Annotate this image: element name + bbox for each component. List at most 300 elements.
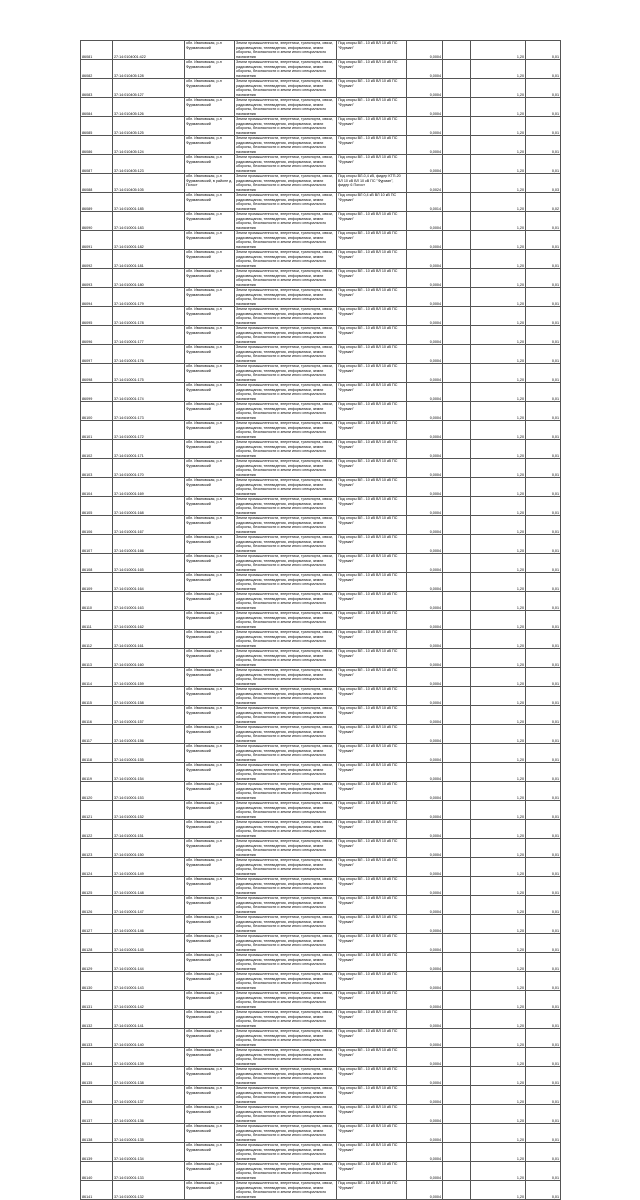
permitted-use-cell: Под опоры ВЛ - 10 кВ ВЛ 10 кВ ПС "Фурман" (337, 402, 407, 421)
land-category-cell: Земли промышленности, энергетики, транспорта, связи, радиовещания, телевидения, информатики, земли обороны, безопасности и земли иного специального назначения (235, 1086, 337, 1105)
land-category-cell: Земли промышленности, энергетики, транспорта, связи, радиовещания, телевидения, информатики, земли обороны, безопасности и земли иного специального назначения (235, 421, 337, 440)
location-cell: обл. Ивановская, р-н Фурмановский (185, 364, 235, 383)
cost-cell: 0,01 (526, 79, 561, 98)
area-cell: 0,0004 (407, 1124, 443, 1143)
cost-cell: 0,01 (526, 231, 561, 250)
table-row (81, 858, 561, 877)
table-row (81, 725, 561, 744)
extra-value-cell (443, 706, 471, 725)
cadastral-number-cell: 37:14:010001:168 (113, 497, 185, 516)
cost-cell: 0,01 (526, 573, 561, 592)
extra-value-cell (443, 839, 471, 858)
row-number-cell: 86113 (81, 649, 113, 668)
area-cell: 0,0004 (407, 79, 443, 98)
permitted-use-cell: Под опоры ВЛ - 10 кВ ВЛ 10 кВ ПС "Фурман" (337, 611, 407, 630)
land-category-cell: Земли промышленности, энергетики, транспорта, связи, радиовещания, телевидения, информатики, земли обороны, безопасности и земли иного специального назначения (235, 953, 337, 972)
row-number-cell: 86137 (81, 1105, 113, 1124)
location-cell: обл. Ивановская, р-н Фурмановский (185, 630, 235, 649)
location-cell: обл. Ивановская, р-н Фурмановский (185, 915, 235, 934)
permitted-use-cell: Под опоры ВЛ - 10 кВ ВЛ 10 кВ ПС "Фурман" (337, 725, 407, 744)
table-row (81, 934, 561, 953)
land-category-cell: Земли промышленности, энергетики, транспорта, связи, радиовещания, телевидения, информатики, земли обороны, безопасности и земли иного специального назначения (235, 1124, 337, 1143)
cost-cell: 0,01 (526, 820, 561, 839)
price-cell: 1,20 (471, 402, 526, 421)
area-cell: 0,0004 (407, 231, 443, 250)
cadastral-number-cell: 37:14:010001:141 (113, 1010, 185, 1029)
table-row (81, 231, 561, 250)
extra-value-cell (443, 763, 471, 782)
table-row (81, 1143, 561, 1162)
row-number-cell: 86087 (81, 155, 113, 174)
cost-cell: 0,01 (526, 1162, 561, 1181)
table-row (81, 478, 561, 497)
land-category-cell: Земли промышленности, энергетики, транспорта, связи, радиовещания, телевидения, информатики, земли обороны, безопасности и земли иного специального назначения (235, 763, 337, 782)
price-cell: 1,20 (471, 687, 526, 706)
cadastral-number-cell: 37:14:010001:146 (113, 915, 185, 934)
permitted-use-cell: Под опоры ВЛ - 10 кВ ВЛ 10 кВ ПС "Фурман" (337, 953, 407, 972)
cadastral-number-cell: 37:14:010001:178 (113, 307, 185, 326)
location-cell: обл. Ивановская, р-н Фурмановский (185, 611, 235, 630)
permitted-use-cell: Под опоры ВЛ - 10 кВ ВЛ 10 кВ ПС "Фурман" (337, 858, 407, 877)
extra-value-cell (443, 402, 471, 421)
cadastral-number-cell: 37:14:010001:143 (113, 972, 185, 991)
location-cell: обл. Ивановская, р-н Фурмановский, в районе д. Погост (185, 174, 235, 193)
cadastral-number-cell: 37:14:010001:142 (113, 991, 185, 1010)
area-cell: 0,0004 (407, 1010, 443, 1029)
row-number-cell: 86089 (81, 193, 113, 212)
area-cell: 0,0004 (407, 915, 443, 934)
land-category-cell: Земли промышленности, энергетики, транспорта, связи, радиовещания, телевидения, информатики, земли обороны, безопасности и земли иного специального назначения (235, 478, 337, 497)
land-category-cell: Земли промышленности, энергетики, транспорта, связи, радиовещания, телевидения, информатики, земли обороны, безопасности и земли иного специального назначения (235, 155, 337, 174)
land-category-cell: Земли промышленности, энергетики, транспорта, связи, радиовещания, телевидения, информатики, земли обороны, безопасности и земли иного специального назначения (235, 611, 337, 630)
land-category-cell: Земли промышленности, энергетики, транспорта, связи, радиовещания, телевидения, информатики, земли обороны, безопасности и земли иного специального назначения (235, 1067, 337, 1086)
price-cell: 1,20 (471, 1048, 526, 1067)
extra-value-cell (443, 573, 471, 592)
row-number-cell: 86127 (81, 915, 113, 934)
cost-cell: 0,01 (526, 668, 561, 687)
land-category-cell: Земли промышленности, энергетики, транспорта, связи, радиовещания, телевидения, информатики, земли обороны, безопасности и земли иного специального назначения (235, 307, 337, 326)
permitted-use-cell: Под опоры ВЛ - 10 кВ ВЛ 10 кВ ПС "Фурман" (337, 896, 407, 915)
row-number-cell: 86115 (81, 687, 113, 706)
table-row (81, 1162, 561, 1181)
cadastral-number-cell: 37:14:010001:163 (113, 592, 185, 611)
row-number-cell: 86105 (81, 497, 113, 516)
location-cell: обл. Ивановская, р-н Фурмановский (185, 288, 235, 307)
extra-value-cell (443, 478, 471, 497)
extra-value-cell (443, 611, 471, 630)
table-row (81, 839, 561, 858)
extra-value-cell (443, 174, 471, 193)
location-cell: обл. Ивановская, р-н Фурмановский (185, 41, 235, 60)
cost-cell: 0,01 (526, 763, 561, 782)
area-cell: 0,0004 (407, 725, 443, 744)
extra-value-cell (443, 41, 471, 60)
table-row (81, 136, 561, 155)
price-cell: 1,20 (471, 497, 526, 516)
cadastral-number-cell: 37:14:010001:136 (113, 1105, 185, 1124)
cadastral-number-cell: 37:14:010001:181 (113, 250, 185, 269)
cadastral-number-cell: 37:14:010405:127 (113, 79, 185, 98)
row-number-cell: 86135 (81, 1067, 113, 1086)
price-cell: 1,20 (471, 41, 526, 60)
permitted-use-cell: Под опоры ВЛ - 10 кВ ВЛ 10 кВ ПС "Фурман" (337, 307, 407, 326)
table-row (81, 1029, 561, 1048)
extra-value-cell (443, 934, 471, 953)
cadastral-number-cell: 37:14:010001:166 (113, 535, 185, 554)
cadastral-number-cell: 37:14:010001:137 (113, 1086, 185, 1105)
land-category-cell: Земли промышленности, энергетики, транспорта, связи, радиовещания, телевидения, информатики, земли обороны, безопасности и земли иного специального назначения (235, 687, 337, 706)
row-number-cell: 86118 (81, 744, 113, 763)
cadastral-number-cell: 37:14:010001:135 (113, 1124, 185, 1143)
area-cell: 0,0004 (407, 877, 443, 896)
area-cell: 0,0004 (407, 1162, 443, 1181)
row-number-cell: 86121 (81, 801, 113, 820)
cadastral-number-cell: 37:14:010405:123 (113, 155, 185, 174)
extra-value-cell (443, 440, 471, 459)
land-category-cell: Земли промышленности, энергетики, транспорта, связи, радиовещания, телевидения, информатики, земли обороны, безопасности и земли иного специального назначения (235, 839, 337, 858)
price-cell: 1,20 (471, 136, 526, 155)
land-category-cell: Земли промышленности, энергетики, транспорта, связи, радиовещания, телевидения, информатики, земли обороны, безопасности и земли иного специального назначения (235, 79, 337, 98)
table-row (81, 1048, 561, 1067)
land-category-cell: Земли промышленности, энергетики, транспорта, связи, радиовещания, телевидения, информатики, земли обороны, безопасности и земли иного специального назначения (235, 1010, 337, 1029)
location-cell: обл. Ивановская, р-н Фурмановский (185, 402, 235, 421)
land-category-cell: Земли промышленности, энергетики, транспорта, связи, радиовещания, телевидения, информатики, земли обороны, безопасности и земли иного специального назначения (235, 630, 337, 649)
location-cell: обл. Ивановская, р-н Фурмановский (185, 1181, 235, 1200)
land-category-cell: Земли промышленности, энергетики, транспорта, связи, радиовещания, телевидения, информатики, земли обороны, безопасности и земли иного специального назначения (235, 858, 337, 877)
permitted-use-cell: Под опоры ВЛ - 10 кВ ВЛ 10 кВ ПС "Фурман" (337, 345, 407, 364)
cost-cell: 0,01 (526, 1029, 561, 1048)
permitted-use-cell: Под опоры ВЛ - 10 кВ ВЛ 10 кВ ПС "Фурман" (337, 41, 407, 60)
price-cell: 1,20 (471, 706, 526, 725)
land-category-cell: Земли промышленности, энергетики, транспорта, связи, радиовещания, телевидения, информатики, земли обороны, безопасности и земли иного специального назначения (235, 250, 337, 269)
table-row (81, 896, 561, 915)
area-cell: 0,0004 (407, 820, 443, 839)
extra-value-cell (443, 782, 471, 801)
area-cell: 0,0004 (407, 421, 443, 440)
land-category-cell: Земли промышленности, энергетики, транспорта, связи, радиовещания, телевидения, информатики, земли обороны, безопасности и земли иного специального назначения (235, 877, 337, 896)
row-number-cell: 86103 (81, 459, 113, 478)
permitted-use-cell: Под опоры ВЛ - 10 кВ ВЛ 10 кВ ПС "Фурман" (337, 497, 407, 516)
location-cell: обл. Ивановская, р-н Фурмановский (185, 839, 235, 858)
cadastral-number-cell: 37:14:010001:182 (113, 231, 185, 250)
price-cell: 1,20 (471, 117, 526, 136)
area-cell: 0,0004 (407, 592, 443, 611)
location-cell: обл. Ивановская, р-н Фурмановский (185, 117, 235, 136)
row-number-cell: 86112 (81, 630, 113, 649)
extra-value-cell (443, 668, 471, 687)
land-category-cell: Земли промышленности, энергетики, транспорта, связи, радиовещания, телевидения, информатики, земли обороны, безопасности и земли иного специального назначения (235, 174, 337, 193)
extra-value-cell (443, 250, 471, 269)
cadastral-number-cell: 37:14:010001:139 (113, 1048, 185, 1067)
cadastral-number-cell: 37:14:010001:180 (113, 269, 185, 288)
cost-cell: 0,01 (526, 1086, 561, 1105)
location-cell: обл. Ивановская, р-н Фурмановский (185, 801, 235, 820)
row-number-cell: 86122 (81, 820, 113, 839)
permitted-use-cell: Под опоры ВЛ - 10 кВ ВЛ 10 кВ ПС "Фурман" (337, 79, 407, 98)
location-cell: обл. Ивановская, р-н Фурмановский (185, 60, 235, 79)
permitted-use-cell: Под опоры ВЛ-0,4 кВ, фидер КТП-20 ВЛ 10 кВ ВЛ 10 кВ ПС "Фурман", фидер 6 Погост (337, 174, 407, 193)
area-cell: 0,0004 (407, 535, 443, 554)
location-cell: обл. Ивановская, р-н Фурмановский (185, 782, 235, 801)
land-category-cell: Земли промышленности, энергетики, транспорта, связи, радиовещания, телевидения, информатики, земли обороны, безопасности и земли иного специального назначения (235, 269, 337, 288)
row-number-cell: 86098 (81, 364, 113, 383)
extra-value-cell (443, 630, 471, 649)
extra-value-cell (443, 497, 471, 516)
table-row (81, 497, 561, 516)
location-cell: обл. Ивановская, р-н Фурмановский (185, 383, 235, 402)
table-row (81, 250, 561, 269)
land-category-cell: Земли промышленности, энергетики, транспорта, связи, радиовещания, телевидения, информатики, земли обороны, безопасности и земли иного специального назначения (235, 535, 337, 554)
extra-value-cell (443, 212, 471, 231)
area-cell: 0,0004 (407, 934, 443, 953)
location-cell: обл. Ивановская, р-н Фурмановский (185, 1143, 235, 1162)
extra-value-cell (443, 725, 471, 744)
cost-cell: 0,01 (526, 345, 561, 364)
cadastral-number-cell: 37:14:010001:164 (113, 573, 185, 592)
land-category-cell: Земли промышленности, энергетики, транспорта, связи, радиовещания, телевидения, информатики, земли обороны, безопасности и земли иного специального назначения (235, 896, 337, 915)
extra-value-cell (443, 364, 471, 383)
price-cell: 1,20 (471, 1143, 526, 1162)
permitted-use-cell: Под опоры ВЛ - 10 кВ ВЛ 10 кВ ПС "Фурман" (337, 1124, 407, 1143)
area-cell: 0,0004 (407, 250, 443, 269)
cadastral-number-cell: 37:14:010001:159 (113, 668, 185, 687)
extra-value-cell (443, 687, 471, 706)
area-cell: 0,0004 (407, 345, 443, 364)
row-number-cell: 86099 (81, 383, 113, 402)
extra-value-cell (443, 231, 471, 250)
area-cell: 0,0004 (407, 744, 443, 763)
extra-value-cell (443, 307, 471, 326)
extra-value-cell (443, 79, 471, 98)
table-row (81, 972, 561, 991)
area-cell: 0,0004 (407, 136, 443, 155)
land-category-cell: Земли промышленности, энергетики, транспорта, связи, радиовещания, телевидения, информатики, земли обороны, безопасности и земли иного специального назначения (235, 706, 337, 725)
area-cell: 0,0004 (407, 117, 443, 136)
area-cell: 0,0004 (407, 763, 443, 782)
permitted-use-cell: Под опоры ВЛ - 10 кВ ВЛ 10 кВ ПС "Фурман" (337, 972, 407, 991)
location-cell: обл. Ивановская, р-н Фурмановский (185, 1067, 235, 1086)
cost-cell: 0,01 (526, 554, 561, 573)
table-row (81, 383, 561, 402)
permitted-use-cell: Под опоры ВЛ - 10 кВ ВЛ 10 кВ ПС "Фурман" (337, 231, 407, 250)
permitted-use-cell: Под опоры ВЛ - 10 кВ ВЛ 10 кВ ПС "Фурман" (337, 877, 407, 896)
area-cell: 0,0004 (407, 630, 443, 649)
cadastral-number-cell: 37:14:010001:171 (113, 440, 185, 459)
area-cell: 0,0004 (407, 98, 443, 117)
area-cell: 0,0004 (407, 459, 443, 478)
permitted-use-cell: Под опоры ВЛ - 10 кВ ВЛ 10 кВ ПС "Фурман" (337, 839, 407, 858)
land-category-cell: Земли промышленности, энергетики, транспорта, связи, радиовещания, телевидения, информатики, земли обороны, безопасности и земли иного специального назначения (235, 41, 337, 60)
land-category-cell: Земли промышленности, энергетики, транспорта, связи, радиовещания, телевидения, информатики, земли обороны, безопасности и земли иного специального назначения (235, 1181, 337, 1200)
cost-cell: 0,01 (526, 497, 561, 516)
permitted-use-cell: Под опоры ВЛ - 10 кВ ВЛ 10 кВ ПС "Фурман" (337, 212, 407, 231)
table-row (81, 782, 561, 801)
extra-value-cell (443, 421, 471, 440)
price-cell: 1,20 (471, 174, 526, 193)
cadastral-number-cell: 37:14:010001:144 (113, 953, 185, 972)
cadastral-number-cell: 37:14:010001:175 (113, 364, 185, 383)
permitted-use-cell: Под опоры ВЛ - 10 кВ ВЛ 10 кВ ПС "Фурман" (337, 687, 407, 706)
location-cell: обл. Ивановская, р-н Фурмановский (185, 991, 235, 1010)
cadastral-number-cell: 37:14:010001:152 (113, 801, 185, 820)
cost-cell: 0,01 (526, 972, 561, 991)
row-number-cell: 86102 (81, 440, 113, 459)
row-number-cell: 86085 (81, 117, 113, 136)
cost-cell: 0,01 (526, 155, 561, 174)
land-category-cell: Земли промышленности, энергетики, транспорта, связи, радиовещания, телевидения, информатики, земли обороны, безопасности и земли иного специального назначения (235, 402, 337, 421)
area-cell: 0,0004 (407, 478, 443, 497)
table-row (81, 1086, 561, 1105)
table-row (81, 1010, 561, 1029)
land-category-cell: Земли промышленности, энергетики, транспорта, связи, радиовещания, телевидения, информатики, земли обороны, безопасности и земли иного специального назначения (235, 212, 337, 231)
cadastral-number-cell: 37:14:010001:160 (113, 649, 185, 668)
table-row (81, 326, 561, 345)
table-row (81, 668, 561, 687)
cadastral-number-cell: 37:14:010001:169 (113, 478, 185, 497)
cost-cell: 0,01 (526, 1067, 561, 1086)
cost-cell: 0,01 (526, 535, 561, 554)
cadastral-number-cell: 27:14:0104001:422 (113, 41, 185, 60)
table-row (81, 630, 561, 649)
land-category-cell: Земли промышленности, энергетики, транспорта, связи, радиовещания, телевидения, информатики, земли обороны, безопасности и земли иного специального назначения (235, 98, 337, 117)
location-cell: обл. Ивановская, р-н Фурмановский (185, 1029, 235, 1048)
permitted-use-cell: Под опоры ВЛ - 10 кВ ВЛ 10 кВ ПС "Фурман" (337, 592, 407, 611)
area-cell: 0,0004 (407, 383, 443, 402)
table-row (81, 98, 561, 117)
price-cell: 1,20 (471, 288, 526, 307)
row-number-cell: 86107 (81, 535, 113, 554)
price-cell: 1,20 (471, 611, 526, 630)
row-number-cell: 86106 (81, 516, 113, 535)
row-number-cell: 86126 (81, 896, 113, 915)
price-cell: 1,20 (471, 896, 526, 915)
area-cell: 0,0004 (407, 1105, 443, 1124)
price-cell: 1,20 (471, 1029, 526, 1048)
cost-cell: 0,01 (526, 630, 561, 649)
price-cell: 1,20 (471, 649, 526, 668)
cost-cell: 0,01 (526, 250, 561, 269)
area-cell: 0,0004 (407, 497, 443, 516)
extra-value-cell (443, 1143, 471, 1162)
cadastral-number-cell: 37:14:010001:165 (113, 554, 185, 573)
row-number-cell: 86097 (81, 345, 113, 364)
area-cell: 0,0004 (407, 706, 443, 725)
location-cell: обл. Ивановская, р-н Фурмановский (185, 497, 235, 516)
area-cell: 0,0004 (407, 41, 443, 60)
cadastral-number-cell: 37:14:010405:124 (113, 136, 185, 155)
table-row (81, 60, 561, 79)
location-cell: обл. Ивановская, р-н Фурмановский (185, 953, 235, 972)
location-cell: обл. Ивановская, р-н Фурмановский (185, 136, 235, 155)
land-category-cell: Земли промышленности, энергетики, транспорта, связи, радиовещания, телевидения, информатики, земли обороны, безопасности и земли иного специального назначения (235, 554, 337, 573)
price-cell: 1,20 (471, 934, 526, 953)
cadastral-number-cell: 37:14:010001:158 (113, 687, 185, 706)
table-row (81, 117, 561, 136)
cadastral-number-cell: 37:14:010001:179 (113, 288, 185, 307)
cost-cell: 0,01 (526, 991, 561, 1010)
table-row (81, 41, 561, 60)
row-number-cell: 86108 (81, 554, 113, 573)
area-cell: 0,0004 (407, 668, 443, 687)
land-category-cell: Земли промышленности, энергетики, транспорта, связи, радиовещания, телевидения, информатики, земли обороны, безопасности и земли иного специального назначения (235, 497, 337, 516)
location-cell: обл. Ивановская, р-н Фурмановский (185, 1162, 235, 1181)
extra-value-cell (443, 117, 471, 136)
cadastral-number-cell: 37:14:010001:151 (113, 820, 185, 839)
extra-value-cell (443, 516, 471, 535)
table-row (81, 611, 561, 630)
permitted-use-cell: Под опоры ВЛ 0,4 кВ ВЛ 10 кВ ПС "Фурман" (337, 193, 407, 212)
table-row (81, 687, 561, 706)
row-number-cell: 86130 (81, 972, 113, 991)
location-cell: обл. Ивановская, р-н Фурмановский (185, 326, 235, 345)
table-row (81, 288, 561, 307)
area-cell: 0,0004 (407, 972, 443, 991)
permitted-use-cell: Под опоры ВЛ - 10 кВ ВЛ 10 кВ ПС "Фурман" (337, 364, 407, 383)
row-number-cell: 86084 (81, 98, 113, 117)
cadastral-number-cell: 37:14:010001:176 (113, 345, 185, 364)
cadastral-number-cell: 37:14:010405:125 (113, 117, 185, 136)
area-cell: 0,0014 (407, 193, 443, 212)
area-cell: 0,0004 (407, 896, 443, 915)
table-row (81, 402, 561, 421)
row-number-cell: 86132 (81, 1010, 113, 1029)
price-cell: 1,20 (471, 193, 526, 212)
price-cell: 1,20 (471, 516, 526, 535)
permitted-use-cell: Под опоры ВЛ - 10 кВ ВЛ 10 кВ ПС "Фурман" (337, 250, 407, 269)
location-cell: обл. Ивановская, р-н Фурмановский (185, 98, 235, 117)
land-category-cell: Земли промышленности, энергетики, транспорта, связи, радиовещания, телевидения, информатики, земли обороны, безопасности и земли иного специального назначения (235, 573, 337, 592)
row-number-cell: 86081 (81, 41, 113, 60)
cadastral-number-cell: 37:14:010001:185 (113, 193, 185, 212)
row-number-cell: 86140 (81, 1162, 113, 1181)
row-number-cell: 86092 (81, 250, 113, 269)
cadastral-number-cell: 37:14:010001:183 (113, 212, 185, 231)
row-number-cell: 86125 (81, 877, 113, 896)
row-number-cell: 86134 (81, 1048, 113, 1067)
location-cell: обл. Ивановская, р-н Фурмановский (185, 649, 235, 668)
table-row (81, 991, 561, 1010)
area-cell: 0,0004 (407, 1029, 443, 1048)
extra-value-cell (443, 896, 471, 915)
row-number-cell: 86096 (81, 326, 113, 345)
cost-cell: 0,01 (526, 744, 561, 763)
permitted-use-cell: Под опоры ВЛ - 10 кВ ВЛ 10 кВ ПС "Фурман" (337, 1010, 407, 1029)
cost-cell: 0,01 (526, 326, 561, 345)
extra-value-cell (443, 193, 471, 212)
land-category-cell: Земли промышленности, энергетики, транспорта, связи, радиовещания, телевидения, информатики, земли обороны, безопасности и земли иного специального назначения (235, 725, 337, 744)
table-row (81, 345, 561, 364)
row-number-cell: 86104 (81, 478, 113, 497)
row-number-cell: 86133 (81, 1029, 113, 1048)
land-category-cell: Земли промышленности, энергетики, транспорта, связи, радиовещания, телевидения, информатики, земли обороны, безопасности и земли иного специального назначения (235, 820, 337, 839)
permitted-use-cell: Под опоры ВЛ - 10 кВ ВЛ 10 кВ ПС "Фурман" (337, 383, 407, 402)
area-cell: 0,0004 (407, 60, 443, 79)
price-cell: 1,20 (471, 554, 526, 573)
row-number-cell: 86139 (81, 1143, 113, 1162)
cost-cell: 0,01 (526, 516, 561, 535)
price-cell: 1,20 (471, 1067, 526, 1086)
cost-cell: 0,03 (526, 174, 561, 193)
table-row (81, 440, 561, 459)
cadastral-number-cell: 37:14:010001:132 (113, 1181, 185, 1200)
table-row (81, 307, 561, 326)
area-cell: 0,0004 (407, 953, 443, 972)
table-row (81, 459, 561, 478)
extra-value-cell (443, 1181, 471, 1200)
table-row (81, 915, 561, 934)
price-cell: 1,20 (471, 858, 526, 877)
table-row (81, 516, 561, 535)
